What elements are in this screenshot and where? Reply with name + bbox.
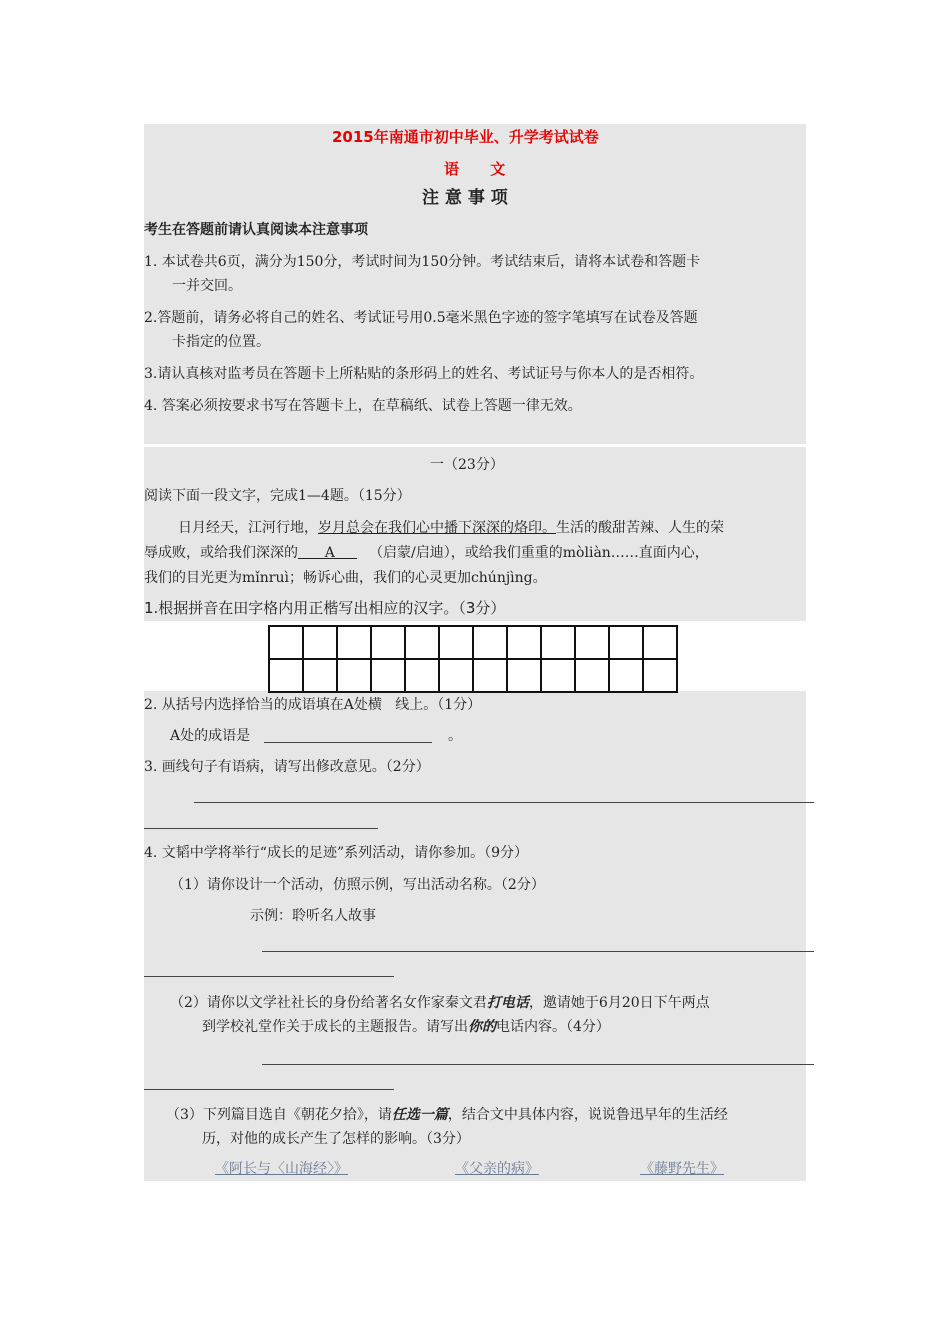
notice-item-1: 1. 本试卷共6页，满分为150分，考试时间为150分钟。考试结束后，请将本试卷和答题卡 — [144, 254, 701, 270]
question-4-2-answer-line[interactable] — [262, 1064, 814, 1065]
passage-text: 生活的酸甜苦辣、人生的荣 — [556, 520, 724, 536]
grid-cell[interactable] — [473, 659, 507, 692]
section-heading: 一（23分） — [430, 457, 504, 473]
question-3-answer-line[interactable] — [194, 802, 814, 803]
question-2-answer-line[interactable] — [264, 742, 432, 743]
question-3: 3. 画线句子有语病，请写出修改意见。（2分） — [144, 759, 430, 775]
grid-cell[interactable] — [303, 626, 337, 659]
question-text: 电话内容。（4分） — [496, 1019, 610, 1035]
passage-text: （启蒙/启迪），或给我们重重的mòliàn……直面内心， — [369, 545, 709, 561]
grid-cell[interactable] — [507, 626, 541, 659]
question-4-2-answer-line-2[interactable] — [144, 1089, 394, 1090]
grid-cell[interactable] — [269, 626, 303, 659]
grid-cell[interactable] — [575, 659, 609, 692]
grid-cell[interactable] — [643, 659, 677, 692]
grid-cell[interactable] — [303, 659, 337, 692]
grid-cell[interactable] — [643, 626, 677, 659]
grid-cell[interactable] — [371, 626, 405, 659]
question-4: 4. 文韬中学将举行“成长的足迹”系列活动，请你参加。（9分） — [144, 845, 529, 861]
grid-cell[interactable] — [337, 659, 371, 692]
grid-cell[interactable] — [541, 659, 575, 692]
question-4-1-answer-line[interactable] — [262, 951, 814, 952]
grid-cell[interactable] — [575, 626, 609, 659]
underlined-sentence: 岁月总会在我们心中播下深深的烙印。 — [318, 520, 556, 536]
option-achang[interactable]: 《阿长与〈山海经〉》 — [215, 1161, 348, 1177]
emphasis-text: 打电话 — [486, 995, 529, 1011]
option-fujino[interactable]: 《藤野先生》 — [640, 1161, 724, 1177]
question-3-answer-line-2[interactable] — [144, 828, 378, 829]
notice-item-4: 4. 答案必须按要求书写在答题卡上，在草稿纸、试卷上答题一律无效。 — [144, 398, 582, 414]
question-1: 1.根据拼音在田字格内用正楷写出相应的汉字。（3分） — [144, 599, 506, 617]
grid-cell[interactable] — [439, 626, 473, 659]
section-intro: 阅读下面一段文字，完成1—4题。（15分） — [144, 488, 411, 504]
passage-line-3: 我们的目光更为mǐnruì；畅诉心曲，我们的心灵更加chúnjìng。 — [144, 570, 547, 586]
question-2-answer-label: A处的成语是 — [170, 728, 251, 744]
emphasis-text: 你的 — [468, 1019, 496, 1035]
question-text: ，邀请她于6月20日下午两点 — [528, 995, 710, 1011]
grid-cell[interactable] — [337, 626, 371, 659]
grid-cell[interactable] — [269, 659, 303, 692]
question-4-1-example: 示例：聆听名人故事 — [250, 908, 376, 924]
question-4-2-line-1 — [170, 993, 710, 1013]
notice-intro: 考生在答题前请认真阅读本注意事项 — [144, 222, 368, 238]
grid-cell[interactable] — [473, 626, 507, 659]
passage-text: 日月经天，江河行地， — [178, 520, 318, 536]
question-text: （3）下列篇目选自《朝花夕拾》，请 — [166, 1107, 392, 1123]
grid-cell[interactable] — [609, 626, 643, 659]
question-4-3-line-1 — [166, 1105, 728, 1125]
question-text: ，结合文中具体内容，说说鲁迅早年的生活经 — [447, 1107, 728, 1123]
exam-title: 2015年南通市初中毕业、升学考试试卷 — [332, 128, 599, 146]
question-4-1: （1）请你设计一个活动，仿照示例，写出活动名称。（2分） — [170, 877, 545, 893]
question-2-answer-end: 。 — [448, 728, 462, 744]
subject-title: 语 文 — [444, 160, 506, 178]
grid-cell[interactable] — [439, 659, 473, 692]
question-text: 到学校礼堂作关于成长的主题报告。请写出 — [202, 1019, 468, 1035]
passage-text: 辱成败，或给我们深深的 — [144, 545, 298, 561]
grid-row — [269, 626, 677, 659]
notice-item-3: 3.请认真核对监考员在答题卡上所粘贴的条形码上的姓名、考试证号与你本人的是否相符。 — [144, 366, 704, 382]
option-father-illness[interactable]: 《父亲的病》 — [455, 1161, 539, 1177]
notice-item-2: 2.答题前，请务必将自己的姓名、考试证号用0.5毫米黑色字迹的签字笔填写在试卷及答题 — [144, 310, 698, 326]
question-4-1-answer-line-2[interactable] — [144, 976, 394, 977]
question-2: 2. 从括号内选择恰当的成语填在A处横 线上。（1分） — [144, 697, 482, 713]
blank-a: A — [298, 545, 358, 561]
grid-cell[interactable] — [405, 626, 439, 659]
passage-line-2 — [144, 543, 709, 563]
notice-item-2-cont: 卡指定的位置。 — [172, 334, 270, 350]
passage-line-1 — [178, 518, 724, 538]
question-text: （2）请你以文学社社长的身份给著名女作家秦文君 — [170, 995, 487, 1011]
emphasis-text: 任选一篇 — [391, 1107, 448, 1123]
grid-cell[interactable] — [541, 626, 575, 659]
question-4-2-line-2 — [202, 1017, 610, 1037]
grid-cell[interactable] — [507, 659, 541, 692]
notice-title: 注 意 事 项 — [422, 188, 508, 208]
writing-grid[interactable] — [268, 625, 678, 693]
grid-cell[interactable] — [609, 659, 643, 692]
question-4-3-line-2: 历，对他的成长产生了怎样的影响。（3分） — [202, 1131, 470, 1147]
notice-item-1-cont: 一并交回。 — [172, 278, 242, 294]
grid-cell[interactable] — [371, 659, 405, 692]
grid-cell[interactable] — [405, 659, 439, 692]
grid-row — [269, 659, 677, 692]
